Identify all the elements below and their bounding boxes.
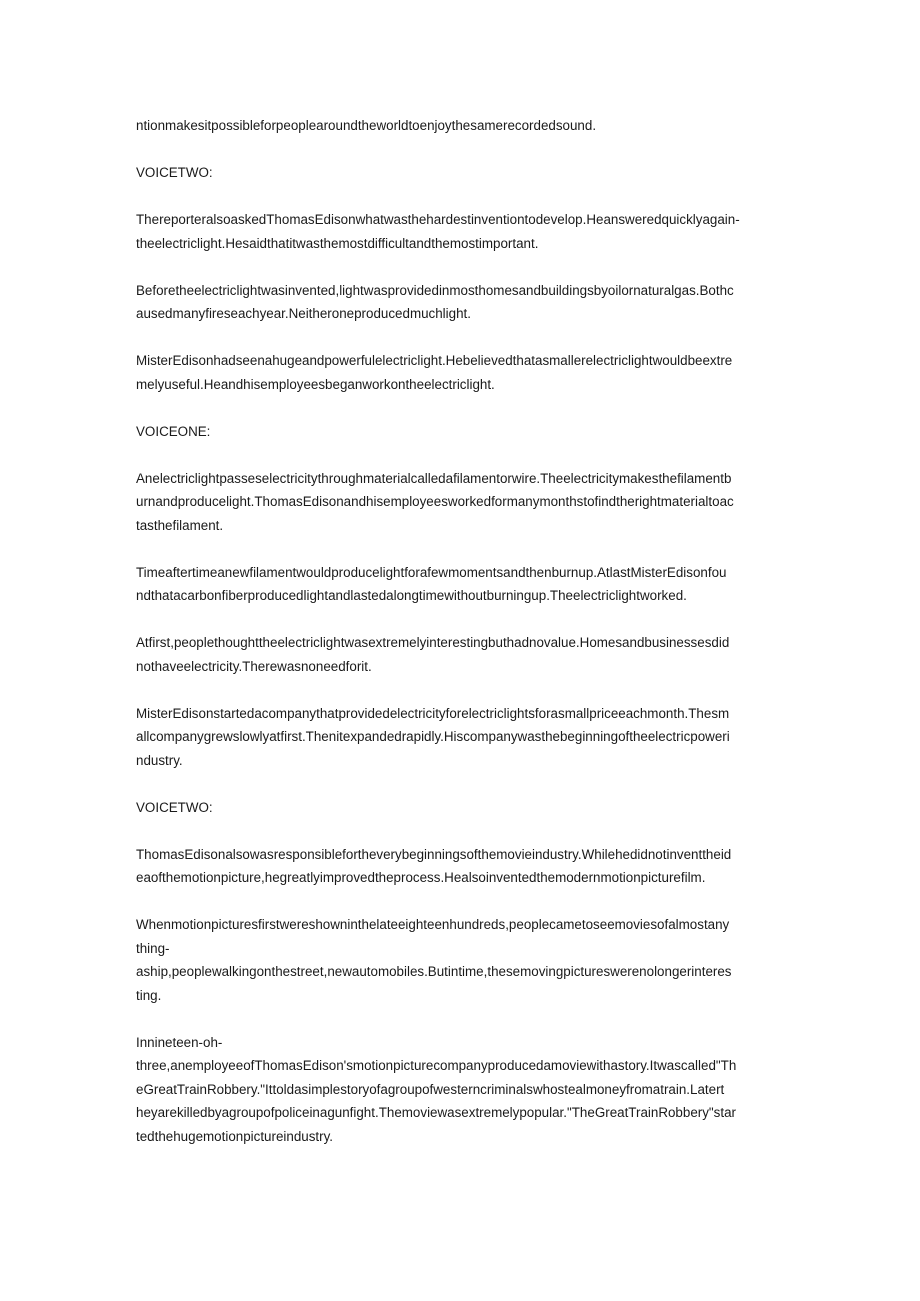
text-line: ntionmakesitpossibleforpeoplearoundtheworldtoenjoythesamerecordedsound. xyxy=(136,118,597,133)
text-line: eaofthemotionpicture,hegreatlyimprovedtheprocess.Healsoinventedthemodernmotionpicturefilm. xyxy=(136,870,706,885)
paragraph xyxy=(136,843,784,890)
text-line: Anelectriclightpasseselectricitythroughmaterialcalledafilamentorwire.Theelectricitymakesthefilamentb xyxy=(136,470,732,486)
text-line: urnandproducelight.ThomasEdisonandhisemployeesworkedformanymonthstofindtherightmaterialtoac xyxy=(136,494,734,509)
text-line: Whenmotionpicturesfirstwereshowninthelateeighteenhundreds,peoplecametoseemoviesofalmostany xyxy=(136,917,730,932)
paragraph xyxy=(136,467,784,538)
paragraph xyxy=(136,208,784,255)
text-line: MisterEdisonhadseenahugeandpowerfulelectriclight.Hebelievedthatasmallerelectriclightwouldbeextre xyxy=(136,353,733,368)
speaker-heading xyxy=(136,420,784,444)
text-line: Innineteen-oh- xyxy=(136,1034,223,1050)
text-line: ndthatacarbonfiberproducedlightandlastedalongtimewithoutburningup.Theelectriclightworked. xyxy=(136,588,687,603)
paragraph xyxy=(136,702,784,773)
text-line: theelectriclight.Hesaidthatitwasthemostdifficultandthemostimportant. xyxy=(136,235,539,251)
text-line: allcompanygrewslowlyatfirst.Thenitexpandedrapidly.Hiscompanywasthebeginningoftheelectricpoweri xyxy=(136,729,730,744)
text-line: aship,peoplewalkingonthestreet,newautomobiles.Butintime,thesemovingpictureswerenolongerinteres xyxy=(136,964,732,979)
paragraph xyxy=(136,631,784,678)
text-line: ndustry. xyxy=(136,752,183,768)
speaker-heading xyxy=(136,796,784,820)
speaker-heading xyxy=(136,161,784,185)
text-line: MisterEdisonstartedacompanythatprovidedelectricityforelectriclightsforasmallpriceeachmonth.Thesm xyxy=(136,705,730,721)
paragraph xyxy=(136,561,784,608)
text-line: thing- xyxy=(136,940,170,956)
text-line: three,anemployeeofThomasEdison'smotionpicturecompanyproducedamoviewithastory.Itwascalled"Th xyxy=(136,1058,737,1073)
text-line: VOICEONE: xyxy=(136,423,211,439)
text-line: Timeaftertimeanewfilamentwouldproducelightforafewmomentsandthenburnup.AtlastMisterEdisonfou xyxy=(136,564,727,580)
text-line: tasthefilament. xyxy=(136,517,224,533)
text-line: nothaveelectricity.Therewasnoneedforit. xyxy=(136,658,372,674)
text-line: VOICETWO: xyxy=(136,165,213,180)
text-line: heyarekilledbyagroupofpoliceinagunfight.Themoviewasextremelypopular."TheGreatTrainRobbery"star xyxy=(136,1105,737,1120)
text-line: ausedmanyfireseachyear.Neitheroneproducedmuchlight. xyxy=(136,306,471,321)
text-line: Atfirst,peoplethoughttheelectriclightwasextremelyinterestingbuthadnovalue.Homesandbusinessesdid xyxy=(136,635,730,650)
paragraph xyxy=(136,114,784,138)
document-page xyxy=(136,114,784,1172)
text-line: ThomasEdisonalsowasresponsiblefortheverybeginningsofthemovieindustry.Whilehedidnotinventtheid xyxy=(136,846,732,862)
text-line: tedthehugemotionpictureindustry. xyxy=(136,1128,334,1144)
text-line: ting. xyxy=(136,987,162,1003)
paragraph xyxy=(136,349,784,396)
text-line: Beforetheelectriclightwasinvented,lightwasprovidedinmosthomesandbuildingsbyoilornaturalgas.Bothc xyxy=(136,282,734,298)
paragraph xyxy=(136,279,784,326)
paragraph xyxy=(136,1031,784,1149)
text-line: melyuseful.Heandhisemployeesbeganworkontheelectriclight. xyxy=(136,376,495,392)
text-line: VOICETWO: xyxy=(136,799,213,815)
text-line: ThereporteralsoaskedThomasEdisonwhatwasthehardestinventiontodevelop.Heansweredquicklyagain- xyxy=(136,212,740,227)
paragraph xyxy=(136,913,784,1007)
text-line: eGreatTrainRobbery."Ittoldasimplestoryofagroupofwesterncriminalswhostealmoneyfromatrain.Latert xyxy=(136,1081,725,1097)
